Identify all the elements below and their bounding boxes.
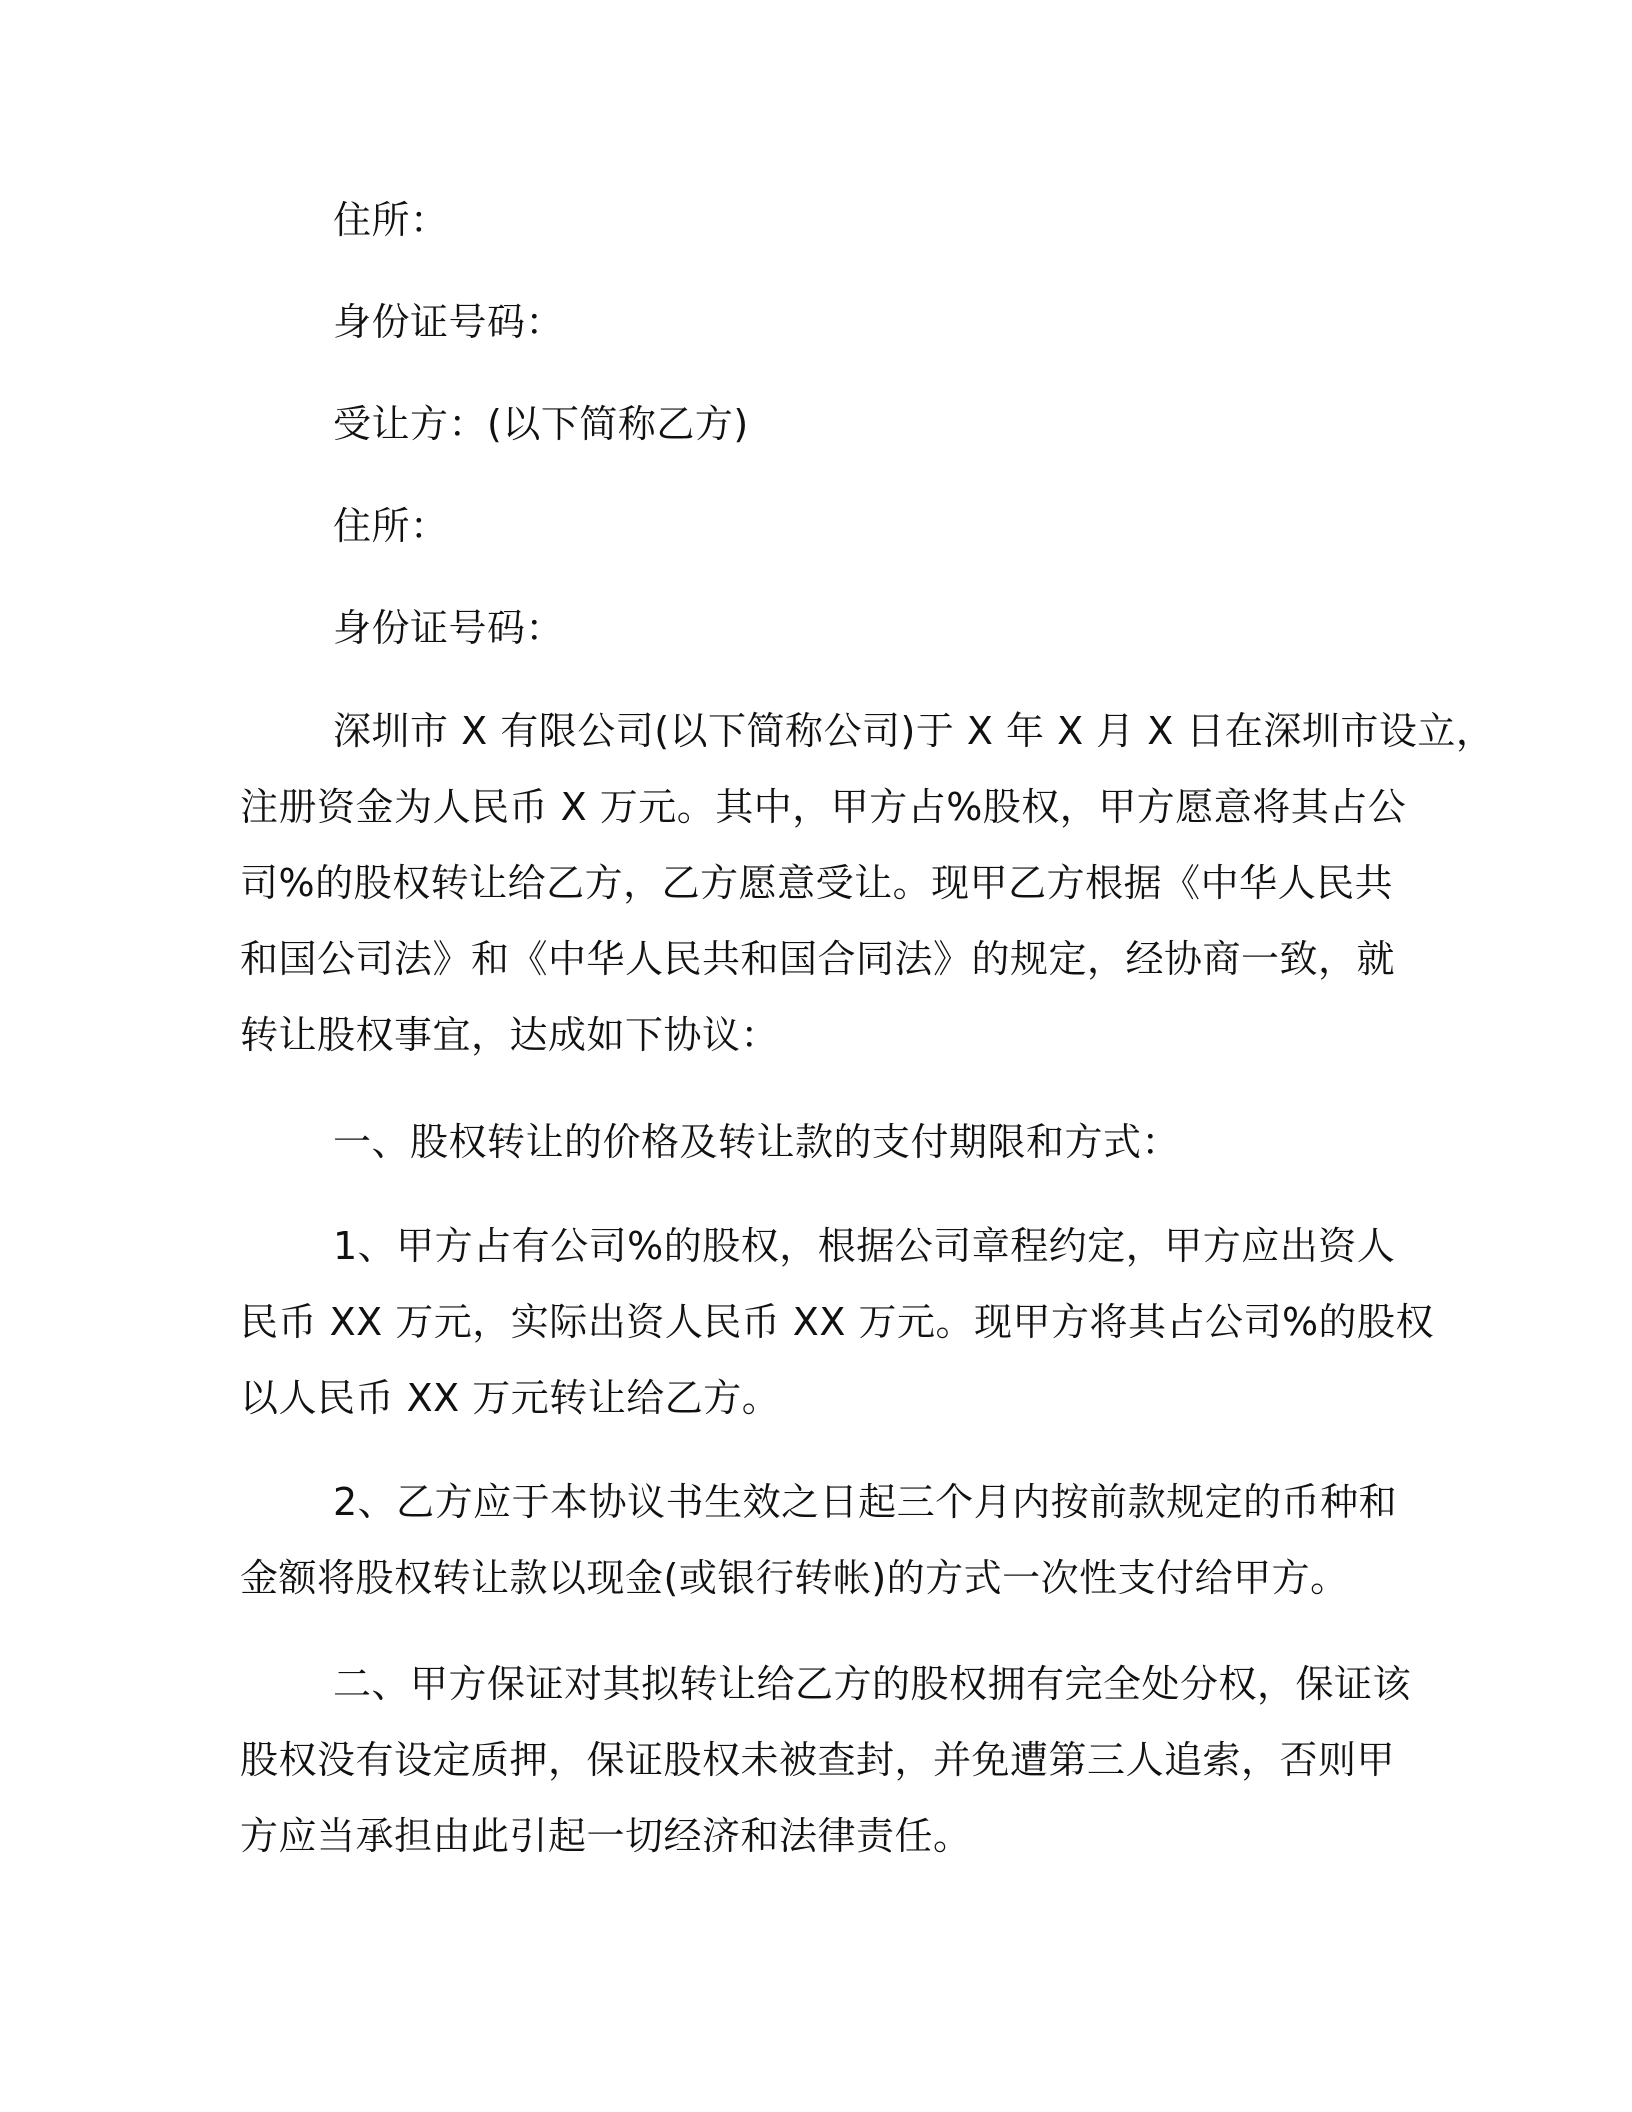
party-b-address-label: 住所： bbox=[333, 504, 449, 548]
party-a-address-label: 住所： bbox=[333, 198, 449, 242]
intro-line: 注册资金为人民币 X 万元。其中，甲方占%股权，甲方愿意将其占公 bbox=[240, 785, 1407, 829]
party-b-id-label: 身份证号码： bbox=[333, 606, 565, 650]
clause-1-line: 1、甲方占有公司%的股权，根据公司章程约定，甲方应出资人 bbox=[333, 1224, 1396, 1268]
section-2-line: 二、甲方保证对其拟转让给乙方的股权拥有完全处分权，保证该 bbox=[333, 1662, 1412, 1706]
section-1-heading: 一、股权转让的价格及转让款的支付期限和方式： bbox=[333, 1120, 1181, 1164]
clause-1-line: 民币 XX 万元，实际出资人民币 XX 万元。现甲方将其占公司%的股权 bbox=[240, 1300, 1435, 1344]
intro-line: 深圳市 X 有限公司(以下简称公司)于 X 年 X 月 X 日在深圳市设立， bbox=[333, 709, 1495, 753]
intro-line: 转让股权事宜，达成如下协议： bbox=[240, 1013, 780, 1057]
intro-line: 司%的股权转让给乙方，乙方愿意受让。现甲乙方根据《中华人民共 bbox=[240, 861, 1394, 905]
clause-1-line: 以人民币 XX 万元转让给乙方。 bbox=[240, 1376, 781, 1420]
section-2-line: 股权没有设定质押，保证股权未被查封，并免遭第三人追索，否则甲 bbox=[240, 1738, 1396, 1782]
intro-line: 和国公司法》和《中华人民共和国合同法》的规定，经协商一致，就 bbox=[240, 937, 1396, 981]
clause-2-line: 金额将股权转让款以现金(或银行转帐)的方式一次性支付给甲方。 bbox=[240, 1556, 1349, 1600]
clause-2-line: 2、乙方应于本协议书生效之日起三个月内按前款规定的币种和 bbox=[333, 1480, 1398, 1524]
party-b-label: 受让方：(以下简称乙方) bbox=[333, 402, 749, 446]
section-2-line: 方应当承担由此引起一切经济和法律责任。 bbox=[240, 1814, 972, 1858]
party-a-id-label: 身份证号码： bbox=[333, 300, 565, 344]
